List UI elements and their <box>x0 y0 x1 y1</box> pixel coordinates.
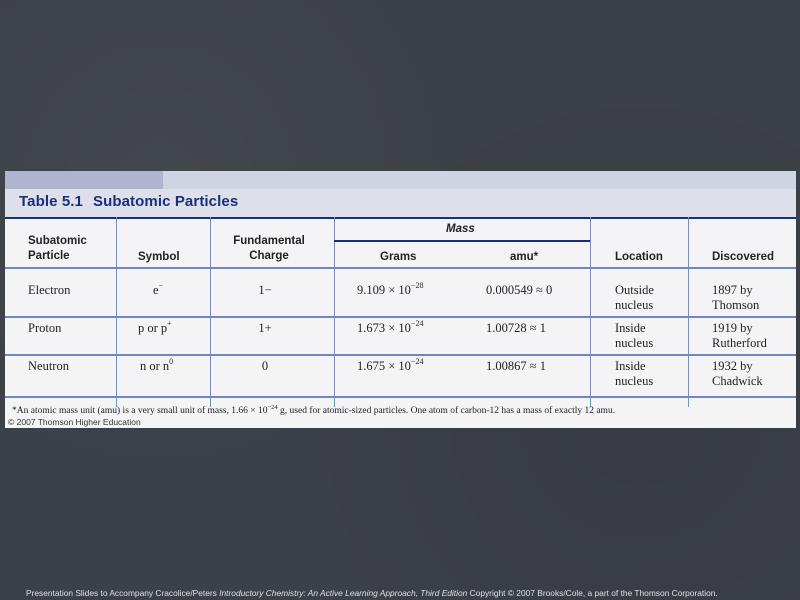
header-particle-line1: Subatomic <box>28 235 87 247</box>
row-proton-location <box>615 321 653 351</box>
header-location: Location <box>615 251 663 263</box>
row-neutron-grams <box>357 356 424 374</box>
location-line1: Inside <box>615 359 646 373</box>
row-neutron-discovered <box>712 359 763 389</box>
header-rule <box>5 267 796 269</box>
header-charge-line1: Fundamental <box>233 235 305 247</box>
symbol-base: e <box>153 283 159 297</box>
header-charge <box>219 234 319 264</box>
column-divider <box>688 217 689 407</box>
header-amu: amu* <box>510 251 539 263</box>
column-divider <box>116 217 117 407</box>
header-grams: Grams <box>380 251 417 263</box>
table-bottom-rule <box>5 396 796 398</box>
row-neutron-amu: 1.00867 ≈ 1 <box>486 359 546 373</box>
symbol-sup: 0 <box>169 356 174 366</box>
symbol-base: p or p <box>138 321 168 335</box>
location-line1: Inside <box>615 321 646 335</box>
row-electron-particle: Electron <box>28 283 71 297</box>
header-symbol: Symbol <box>138 251 180 263</box>
table-title <box>19 193 238 210</box>
symbol-sup: − <box>158 280 164 290</box>
table-header-bar <box>5 189 796 219</box>
row-electron-symbol <box>153 280 164 298</box>
footnote-exp: −24 <box>267 404 278 411</box>
row-neutron-location <box>615 359 653 389</box>
header-particle <box>28 234 87 264</box>
column-divider <box>210 217 211 407</box>
location-line2: nucleus <box>615 298 654 312</box>
symbol-sup: + <box>167 318 172 328</box>
row-neutron-particle: Neutron <box>28 359 69 373</box>
location-line1: Outside <box>615 283 654 297</box>
grams-base: 9.109 × 10 <box>357 283 411 297</box>
column-divider <box>334 217 335 407</box>
figure-top-bar <box>5 171 796 189</box>
mass-rule <box>334 240 590 242</box>
row-electron-discovered <box>712 283 759 313</box>
row-proton-grams <box>357 318 424 336</box>
grams-exp: −24 <box>410 318 424 328</box>
location-line2: nucleus <box>615 336 654 350</box>
figure-credit: © 2007 Thomson Higher Education <box>8 417 141 427</box>
caption-post: Copyright © 2007 Brooks/Cole, a part of the Thomson Corporation. <box>467 588 718 598</box>
caption-pre: Presentation Slides to Accompany Cracolice/Peters <box>26 588 220 598</box>
row-electron-amu: 0.000549 ≈ 0 <box>486 283 553 297</box>
row-neutron-symbol <box>140 356 174 374</box>
table-number: Table 5.1 <box>19 193 83 210</box>
caption-book-title: Introductory Chemistry: An Active Learning Approach, Third Edition <box>219 588 468 598</box>
location-line2: nucleus <box>615 374 654 388</box>
discovered-line2: Rutherford <box>712 336 767 350</box>
symbol-base: n or n <box>140 359 170 373</box>
row-proton-symbol <box>138 318 172 336</box>
slide-caption <box>26 588 718 598</box>
discovered-line1: 1919 by <box>712 321 753 335</box>
table-footnote <box>12 404 615 416</box>
row-proton-discovered <box>712 321 767 351</box>
row-electron-location <box>615 283 654 313</box>
discovered-line1: 1932 by <box>712 359 753 373</box>
row-electron-charge: 1− <box>258 283 272 297</box>
discovered-line2: Thomson <box>712 298 760 312</box>
table-figure <box>5 171 796 428</box>
row-neutron-charge: 0 <box>261 359 269 373</box>
header-charge-line2: Charge <box>249 250 289 262</box>
row-rule <box>5 354 796 356</box>
grams-base: 1.673 × 10 <box>357 321 411 335</box>
header-particle-line2: Particle <box>28 250 70 262</box>
discovered-line1: 1897 by <box>712 283 753 297</box>
figure-top-tab <box>5 171 163 189</box>
grams-base: 1.675 × 10 <box>357 359 411 373</box>
header-mass: Mass <box>446 223 475 235</box>
row-electron-grams <box>357 280 424 298</box>
discovered-line2: Chadwick <box>712 374 763 388</box>
table-title-text: Subatomic Particles <box>92 193 239 210</box>
row-proton-charge: 1+ <box>258 321 272 335</box>
grams-exp: −24 <box>410 356 424 366</box>
footnote-post: g, used for atomic-sized particles. One atom of carbon-12 has a mass of exactly 12 amu. <box>277 406 616 417</box>
header-discovered: Discovered <box>712 251 775 263</box>
footnote-pre: *An atomic mass unit (amu) is a very small unit of mass, 1.66 × 10 <box>12 406 268 417</box>
row-proton-particle: Proton <box>28 321 62 335</box>
row-proton-amu: 1.00728 ≈ 1 <box>486 321 546 335</box>
column-divider <box>590 217 591 407</box>
grams-exp: −28 <box>410 280 424 290</box>
row-rule <box>5 316 796 318</box>
